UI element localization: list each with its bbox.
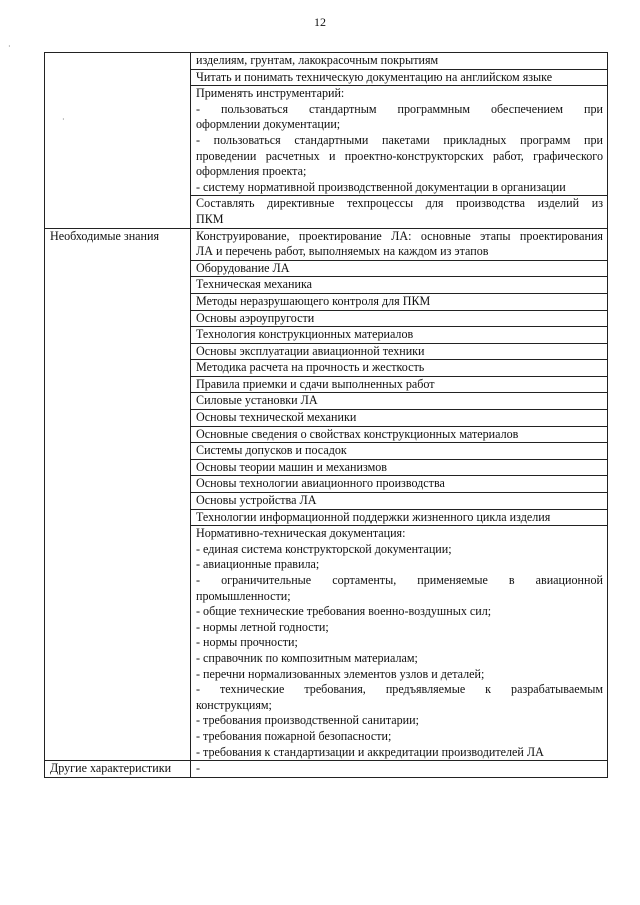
skill-cell xyxy=(191,69,608,86)
knowledge-item xyxy=(191,443,608,460)
knowledge-item xyxy=(191,293,608,310)
knowledge-item xyxy=(191,410,608,427)
cell-line: - систему нормативной производственной документации в организации xyxy=(196,179,566,194)
skill-cell xyxy=(191,53,608,70)
cell-line: - ограничительные сортаменты, применяемые в авиационной xyxy=(196,573,603,587)
row-label-empty xyxy=(45,459,191,476)
table-row xyxy=(45,509,608,526)
row-label-empty xyxy=(45,86,191,196)
cell-line: Силовые установки ЛА xyxy=(196,393,318,408)
cell-line: изделиям, грунтам, лакокрасочным покрытиям xyxy=(196,53,439,67)
knowledge-item xyxy=(191,327,608,344)
other-characteristics-value: - xyxy=(191,761,608,778)
cell-line: - требования производственной санитарии; xyxy=(196,713,419,728)
row-label-empty xyxy=(45,53,191,70)
cell-line: - перечни нормализованных элементов узлов и деталей; xyxy=(196,666,485,681)
cell-line: - справочник по композитным материалам; xyxy=(196,650,418,665)
cell-line: Правила приемки и сдачи выполненных работ xyxy=(196,376,435,391)
knowledge-item xyxy=(191,260,608,277)
row-label-empty xyxy=(45,376,191,393)
cell-line: Технология конструкционных материалов xyxy=(196,327,414,342)
cell-line: Основные сведения о свойствах конструкционных материалов xyxy=(196,426,519,441)
scan-speck: · xyxy=(8,42,11,51)
cell-line: Конструирование, проектирование ЛА: основные этапы проектирования xyxy=(196,228,603,243)
row-label-empty xyxy=(45,426,191,443)
cell-line: Основы аэроупругости xyxy=(196,310,315,325)
row-label-empty xyxy=(45,343,191,360)
table-row xyxy=(45,343,608,360)
knowledge-item xyxy=(191,459,608,476)
row-label-empty xyxy=(45,69,191,86)
scan-speck: · xyxy=(62,115,65,124)
table-row xyxy=(45,69,608,86)
cell-line: - технические требования, предъявляемые к разрабатываемым xyxy=(196,682,603,697)
cell-line: оформления проекта; xyxy=(196,164,307,179)
cell-line: - требования к стандартизации и аккредитации производителей ЛА xyxy=(196,744,544,759)
cell-line: - пользоваться стандартными пакетами прикладных программ при xyxy=(196,132,603,147)
cell-line: проведении расчетных и проектно-конструкторских работ, графического xyxy=(196,148,603,163)
cell-line: Методика расчета на прочность и жесткость xyxy=(196,360,425,375)
row-label-empty xyxy=(45,393,191,410)
skill-cell xyxy=(191,196,608,228)
cell-line: Основы технической механики xyxy=(196,410,357,425)
table-row xyxy=(45,360,608,377)
cell-line: Нормативно-техническая документация: xyxy=(196,526,406,541)
table-row xyxy=(45,277,608,294)
table-row xyxy=(45,459,608,476)
table-row xyxy=(45,310,608,327)
row-label-empty xyxy=(45,509,191,526)
row-label-empty xyxy=(45,443,191,460)
knowledge-item xyxy=(191,509,608,526)
table-row xyxy=(45,393,608,410)
other-characteristics-label: Другие характеристики xyxy=(45,761,191,778)
knowledge-item xyxy=(191,343,608,360)
row-label-empty xyxy=(45,526,191,761)
row-label-empty xyxy=(45,493,191,510)
table-row xyxy=(45,410,608,427)
cell-line: Техническая механика xyxy=(196,277,313,292)
row-label-empty xyxy=(45,476,191,493)
knowledge-item xyxy=(191,426,608,443)
knowledge-item xyxy=(191,476,608,493)
table-row xyxy=(45,53,608,70)
cell-line: оформлении документации; xyxy=(196,117,341,132)
cell-line: Применять инструментарий: xyxy=(196,86,345,101)
cell-line: Основы эксплуатации авиационной техники xyxy=(196,343,425,358)
cell-line: Системы допусков и посадок xyxy=(196,443,347,458)
row-label-empty xyxy=(45,360,191,377)
cell-line: - требования пожарной безопасности; xyxy=(196,728,392,743)
cell-line: конструкциям; xyxy=(196,697,272,712)
cell-line: Читать и понимать техническую документацию на английском языке xyxy=(196,69,553,84)
row-label-empty xyxy=(45,196,191,228)
knowledge-item xyxy=(191,493,608,510)
knowledge-item xyxy=(191,228,608,260)
table-row xyxy=(45,443,608,460)
knowledge-item xyxy=(191,393,608,410)
cell-line: ЛА и перечень работ, выполняемых на каждом из этапов xyxy=(196,244,489,259)
cell-line: - общие технические требования военно-воздушных сил; xyxy=(196,604,492,619)
cell-line: Методы неразрушающего контроля для ПКМ xyxy=(196,293,431,308)
table-row xyxy=(45,196,608,228)
normative-docs-cell xyxy=(191,526,608,761)
knowledge-item xyxy=(191,277,608,294)
row-label-empty xyxy=(45,410,191,427)
table-row xyxy=(45,260,608,277)
knowledge-section xyxy=(45,228,608,761)
table-row xyxy=(45,761,608,778)
table-row xyxy=(45,86,608,196)
knowledge-label: Необходимые знания xyxy=(45,228,191,260)
table-row xyxy=(45,327,608,344)
row-label-empty xyxy=(45,327,191,344)
knowledge-item xyxy=(191,360,608,377)
table-row xyxy=(45,476,608,493)
row-label-empty xyxy=(45,310,191,327)
cell-line: Оборудование ЛА xyxy=(196,260,290,275)
row-label-empty xyxy=(45,277,191,294)
cell-line: Составлять директивные техпроцессы для производства изделий из xyxy=(196,196,603,211)
cell-line: - единая система конструкторской документации; xyxy=(196,541,452,556)
cell-line: - пользоваться стандартным программным обеспечением при xyxy=(196,101,603,116)
cell-line: Технологии информационной поддержки жизненного цикла изделия xyxy=(196,509,551,524)
table-row xyxy=(45,293,608,310)
knowledge-item xyxy=(191,376,608,393)
row-label-empty xyxy=(45,260,191,277)
cell-line: - авиационные правила; xyxy=(196,557,320,572)
row-label-empty xyxy=(45,293,191,310)
cell-line: - нормы летной годности; xyxy=(196,619,329,634)
cell-line: - нормы прочности; xyxy=(196,635,298,650)
skill-cell xyxy=(191,86,608,196)
cell-line: промышленности; xyxy=(196,588,291,603)
qualification-table xyxy=(44,52,608,778)
page-number: 12 xyxy=(314,15,326,29)
cell-line: Основы устройства ЛА xyxy=(196,493,317,508)
knowledge-item xyxy=(191,310,608,327)
table-row xyxy=(45,228,608,260)
cell-line: Основы технологии авиационного производства xyxy=(196,476,445,491)
table-row xyxy=(45,376,608,393)
cell-line: ПКМ xyxy=(196,211,224,226)
table-row xyxy=(45,526,608,761)
table-row xyxy=(45,493,608,510)
cell-line: Основы теории машин и механизмов xyxy=(196,459,387,474)
table-row xyxy=(45,426,608,443)
